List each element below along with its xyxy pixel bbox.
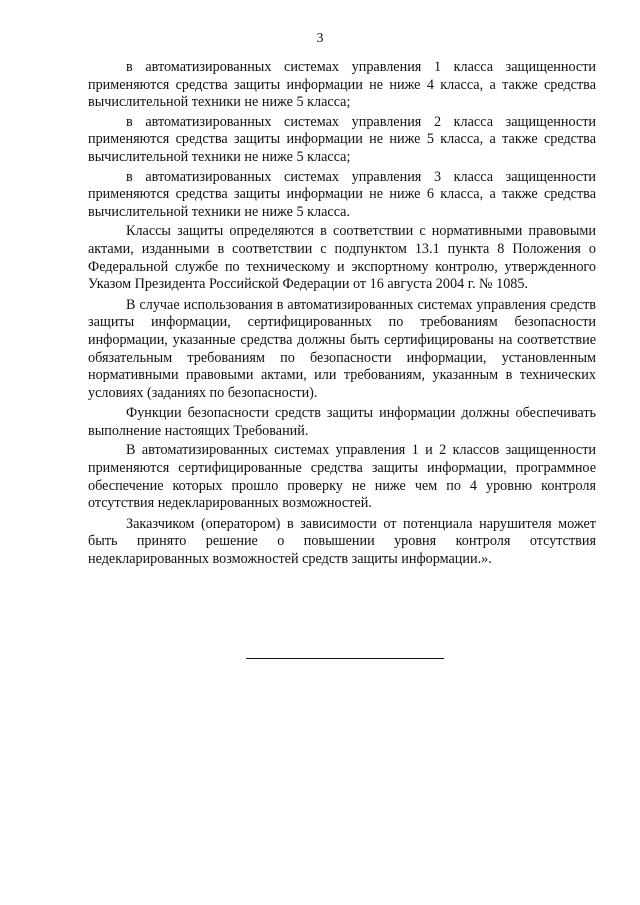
paragraph-class2-requirements: в автоматизированных системах управления 2 класса защищенности применяются средства защиты информации не ниже 5 класса, а также средства вычислительной техники не ниже 5 класса; — [88, 113, 596, 165]
page-number: 3 — [316, 31, 324, 46]
paragraph-certification: В случае использования в автоматизированных системах управления средств защиты информации, сертифицированных по требованиям безопасности информации, указанные средства должны быть сертифицированы на соответствие обязательным требованиям по безопасности информации, установленным нормативными правовыми актами, или требованиям, указанным в технических условиях (заданиях по безопасности). — [88, 296, 596, 401]
paragraph-class1-requirements: в автоматизированных системах управления 1 класса защищенности применяются средства защиты информации не ниже 4 класса, а также средства вычислительной техники не ниже 5 класса; — [88, 59, 596, 111]
paragraph-certified-software: В автоматизированных системах управления 1 и 2 классов защищенности применяются сертифицированные средства защиты информации, программное обеспечение которых прошло проверку не ниже чем по 4 уровню контроля отсутствия недекларированных возможностей. — [88, 442, 596, 512]
closing-divider-line — [246, 658, 444, 659]
paragraph-customer-decision: Заказчиком (оператором) в зависимости от потенциала нарушителя может быть принято решение о повышении уровня контроля отсутствия недекларированных возможностей средств защиты информации.». — [88, 515, 596, 568]
paragraph-security-functions: Функции безопасности средств защиты информации должны обеспечивать выполнение настоящих Требований. — [88, 405, 596, 439]
paragraph-protection-classes: Классы защиты определяются в соответствии с нормативными правовыми актами, изданными в соответствии с подпунктом 13.1 пункта 8 Положения о Федеральной службе по техническому и экспортному контролю, утвержденного Указом Президента Российской Федерации от 16 августа 2004 г. № 1085. — [88, 223, 596, 293]
document-body — [88, 59, 596, 571]
paragraph-class3-requirements: в автоматизированных системах управления 3 класса защищенности применяются средства защиты информации не ниже 6 класса, а также средства вычислительной техники не ниже 5 класса. — [88, 168, 596, 220]
